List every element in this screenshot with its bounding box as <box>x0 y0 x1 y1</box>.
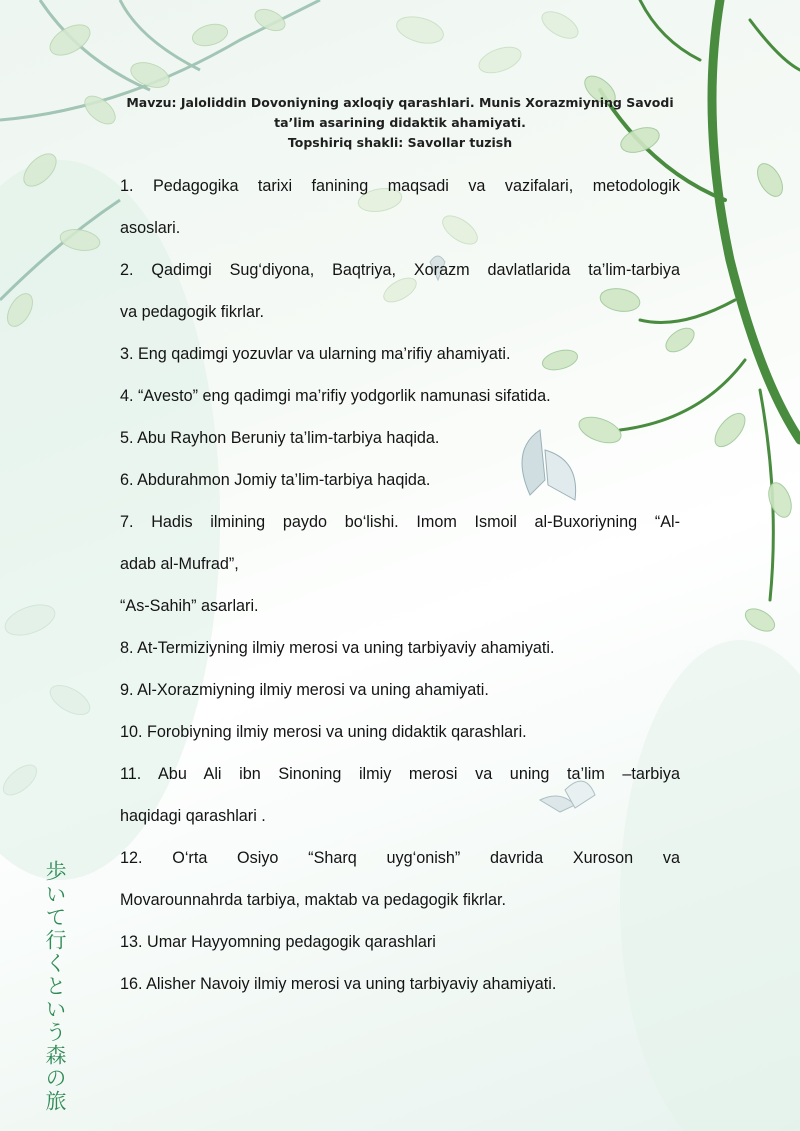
list-item-4: 4. “Avesto” eng qadimgi ma’rifiy yodgorlik namunasi sifatida. <box>120 387 551 405</box>
list-item-13: 13. Umar Hayyomning pedagogik qarashlari <box>120 933 436 951</box>
list-item-1: 1. Pedagogika tarixi fanining maqsadi va vazifalari, metodologik <box>120 177 680 195</box>
list-item-6: 6. Abdurahmon Jomiy ta’lim-tarbiya haqida. <box>120 471 431 489</box>
list-item-7-cont: adab al-Mufrad”, <box>120 555 239 573</box>
list-item-9: 9. Al-Xorazmiyning ilmiy merosi va uning ahamiyati. <box>120 681 489 699</box>
question-list <box>120 165 680 1005</box>
list-item-3: 3. Eng qadimgi yozuvlar va ularning ma’rifiy ahamiyati. <box>120 345 511 363</box>
document-header <box>0 93 800 153</box>
list-item-10: 10. Forobiyning ilmiy merosi va uning didaktik qarashlari. <box>120 723 527 741</box>
list-item-12: 12. O‘rta Osiyo “Sharq uyg‘onish” davrida Xuroson va <box>120 849 680 867</box>
list-item-8: 8. At-Termiziyning ilmiy merosi va uning tarbiyaviy ahamiyati. <box>120 639 555 657</box>
list-item-5: 5. Abu Rayhon Beruniy ta’lim-tarbiya haqida. <box>120 429 440 447</box>
header-line-3: Topshiriq shakli: Savollar tuzish <box>287 135 513 150</box>
list-item-7-cont-2: “As-Sahih” asarlari. <box>120 597 259 615</box>
list-item-1-cont: asoslari. <box>120 219 181 237</box>
header-line-1: Mavzu: Jaloliddin Dovoniyning axloqiy qarashlari. Munis Xorazmiyning Savodi <box>126 95 674 110</box>
list-item-2: 2. Qadimgi Sug‘diyona, Baqtriya, Xorazm davlatlarida ta’lim-tarbiya <box>120 261 680 279</box>
vertical-japanese-text: 歩いて行くという森の旅 <box>43 860 67 1113</box>
list-item-2-cont: va pedagogik fikrlar. <box>120 303 264 321</box>
list-item-11-cont: haqidagi qarashlari . <box>120 807 266 825</box>
header-line-2: ta’lim asarining didaktik ahamiyati. <box>274 115 526 130</box>
list-item-11: 11. Abu Ali ibn Sinoning ilmiy merosi va uning ta’lim –tarbiya <box>120 765 680 783</box>
list-item-7: 7. Hadis ilmining paydo bo‘lishi. Imom Ismoil al-Buxoriyning “Al- <box>120 513 680 531</box>
list-item-12-cont: Movarounnahrda tarbiya, maktab va pedagogik fikrlar. <box>120 891 507 909</box>
list-item-16: 16. Alisher Navoiy ilmiy merosi va uning tarbiyaviy ahamiyati. <box>120 975 557 993</box>
